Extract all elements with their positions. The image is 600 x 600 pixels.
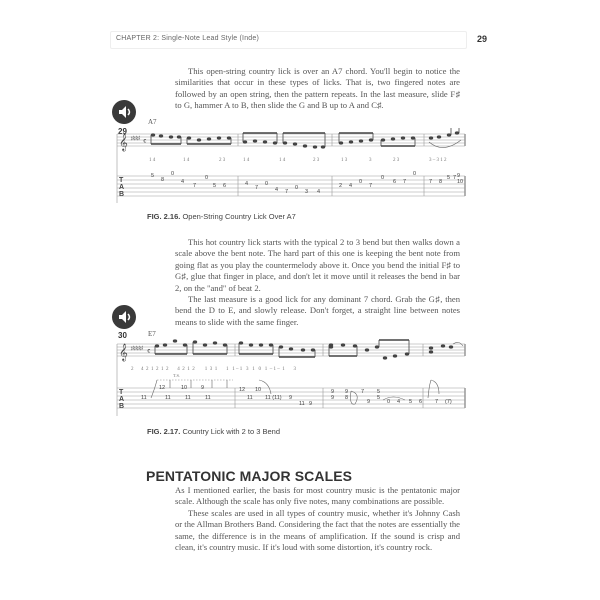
svg-text:11: 11 (185, 395, 191, 401)
svg-text:1 3: 1 3 (341, 158, 348, 163)
page-number: 29 (477, 34, 488, 44)
chord-symbol: E7 (148, 330, 156, 338)
section-heading: PENTATONIC MAJOR SCALES (146, 468, 353, 484)
svg-text:4: 4 (349, 183, 353, 189)
svg-text:4: 4 (181, 179, 185, 185)
figure-caption-2-17: FIG. 2.17. Country Lick with 2 to 3 Bend (147, 427, 281, 436)
svg-text:7: 7 (361, 389, 365, 395)
speaker-glyph-icon (112, 305, 136, 329)
svg-text:0: 0 (413, 171, 417, 177)
svg-text:6: 6 (223, 183, 227, 189)
svg-text:11: 11 (247, 395, 253, 401)
svg-text:5: 5 (213, 183, 217, 189)
svg-text:♯♯♯♯: ♯♯♯♯ (131, 346, 143, 352)
svg-text:2 3: 2 3 (219, 158, 226, 163)
svg-text:4: 4 (317, 189, 321, 195)
svg-text:1 4: 1 4 (149, 158, 156, 163)
svg-text:0: 0 (381, 175, 385, 181)
svg-text:8: 8 (345, 395, 349, 401)
svg-text:T.S.: T.S. (173, 373, 181, 378)
svg-text:♯♯♯: ♯♯♯ (131, 136, 140, 142)
svg-text:B: B (119, 403, 125, 410)
notation-figure-2-16 (113, 128, 493, 208)
svg-text:6: 6 (419, 399, 423, 405)
track-number: 30 (118, 331, 127, 340)
svg-text:(7): (7) (445, 399, 452, 405)
track-number: 29 (118, 127, 127, 136)
svg-text:7: 7 (255, 185, 259, 191)
svg-text:7: 7 (403, 179, 407, 185)
svg-text:5: 5 (151, 173, 155, 179)
svg-text:7: 7 (429, 179, 433, 185)
notation-figure-2-17 (113, 338, 493, 420)
svg-text:12: 12 (159, 385, 166, 391)
svg-text:6: 6 (393, 179, 397, 185)
svg-text:7: 7 (453, 175, 457, 181)
svg-text:4: 4 (275, 187, 279, 193)
svg-text:0: 0 (265, 181, 269, 187)
svg-text:2 3: 2 3 (393, 158, 400, 163)
svg-text:5: 5 (409, 399, 413, 405)
svg-text:7: 7 (435, 399, 439, 405)
intro-paragraph: This open-string country lick is over an A7 chord. You'll begin to notice the similarities that occur in these types of licks. That is, two fingered notes are followed by an open string, then the pattern repeats. In the last measure, slide F♯ to G, hammer A to B, then slide the G and B up to A and C♯. (175, 66, 460, 111)
svg-text:11: 11 (165, 395, 171, 401)
svg-text:0: 0 (295, 185, 299, 191)
svg-text:𝄴: 𝄴 (143, 137, 147, 146)
svg-text:4: 4 (245, 181, 249, 187)
section-paragraph: As I mentioned earlier, the basis for most country music is the pentatonic major scale. Although the scale has only five notes, many combinations are possible. (175, 485, 460, 507)
svg-text:4: 4 (397, 399, 401, 405)
svg-text:5: 5 (377, 389, 381, 395)
svg-text:0: 0 (387, 399, 391, 405)
svg-text:2 3: 2 3 (313, 158, 320, 163)
svg-text:1 4: 1 4 (183, 158, 190, 163)
svg-text:9: 9 (289, 395, 293, 401)
svg-text:11: 11 (299, 401, 305, 407)
svg-text:0: 0 (359, 179, 363, 185)
svg-text:𝄞: 𝄞 (119, 343, 128, 361)
svg-text:1 4: 1 4 (243, 158, 250, 163)
svg-text:7: 7 (193, 183, 197, 189)
chord-symbol: A7 (148, 118, 157, 126)
svg-text:5: 5 (377, 395, 381, 401)
svg-text:10: 10 (255, 387, 262, 393)
section-body (175, 485, 460, 553)
svg-text:A: A (119, 396, 125, 403)
body-paragraphs (175, 237, 460, 328)
svg-text:𝄞: 𝄞 (119, 133, 128, 151)
chapter-header: CHAPTER 2: Single-Note Lead Style (Inde) (116, 35, 260, 42)
svg-text:A: A (119, 184, 125, 191)
body-paragraph: The last measure is a good lick for any dominant 7 chord. Grab the G♯, then bend the D to E, and slowly release. Don't forget, a straight line between notes means to slide with the same finger. (175, 294, 460, 327)
svg-text:9: 9 (331, 389, 335, 395)
figure-caption-2-16: FIG. 2.16. Open-String Country Lick Over A7 (147, 212, 296, 221)
svg-text:9: 9 (457, 173, 461, 179)
speaker-glyph-icon (112, 100, 136, 124)
svg-text:T: T (119, 177, 124, 184)
svg-text:11: 11 (205, 395, 211, 401)
speaker-icon[interactable] (112, 100, 136, 124)
speaker-icon[interactable] (112, 305, 136, 329)
svg-text:9: 9 (309, 401, 313, 407)
svg-text:B: B (119, 191, 125, 198)
svg-text:9: 9 (367, 399, 371, 405)
svg-text:0: 0 (171, 171, 175, 177)
svg-text:10: 10 (181, 385, 188, 391)
svg-text:3: 3 (369, 158, 372, 163)
svg-text:0: 0 (205, 175, 209, 181)
body-paragraph: This hot country lick starts with the typical 2 to 3 bend but then walks down a scale above the bent note. The hard part of this one is keeping the bent note from going flat as you play the countermelody above it. Once you bend the initial F♯ to G♯, glue that finger in place, and don't let it move until it releases the bend in bar 2, on the "and" of beat 2. (175, 237, 460, 293)
section-paragraph: These scales are used in all types of country music, whether it's Johnny Cash or the Allman Brothers Band. Considering the fact that the notes are essentially the same, the difference is in the means of amplification. If the sound is crisp and clean, it's country music. If it's loud with some distortion, it's country rock. (175, 507, 460, 553)
svg-text:2: 2 (339, 183, 343, 189)
svg-text:𝄴: 𝄴 (147, 347, 151, 356)
svg-text:11: 11 (141, 395, 147, 401)
svg-text:8: 8 (439, 179, 443, 185)
svg-text:11 (11): 11 (11) (265, 395, 282, 401)
svg-text:7: 7 (369, 183, 373, 189)
svg-text:9: 9 (201, 385, 205, 391)
svg-text:T: T (119, 389, 124, 396)
svg-text:8: 8 (161, 177, 165, 183)
svg-text:2 4 2 1 2 1 2: 2 4 2 1 2 1 2 4 2 1 2 1 3 1 1 1 – 1 3 1 0 1 – 1 – 1 3 (131, 367, 296, 372)
svg-text:5: 5 (447, 175, 451, 181)
svg-text:10: 10 (457, 179, 464, 185)
svg-text:9: 9 (331, 395, 335, 401)
svg-text:7: 7 (285, 189, 289, 195)
svg-text:12: 12 (239, 387, 246, 393)
svg-text:3 – 3 1 2: 3 – 3 1 2 (429, 158, 447, 163)
svg-text:9: 9 (345, 389, 349, 395)
svg-text:1 4: 1 4 (279, 158, 286, 163)
svg-text:3: 3 (305, 189, 309, 195)
